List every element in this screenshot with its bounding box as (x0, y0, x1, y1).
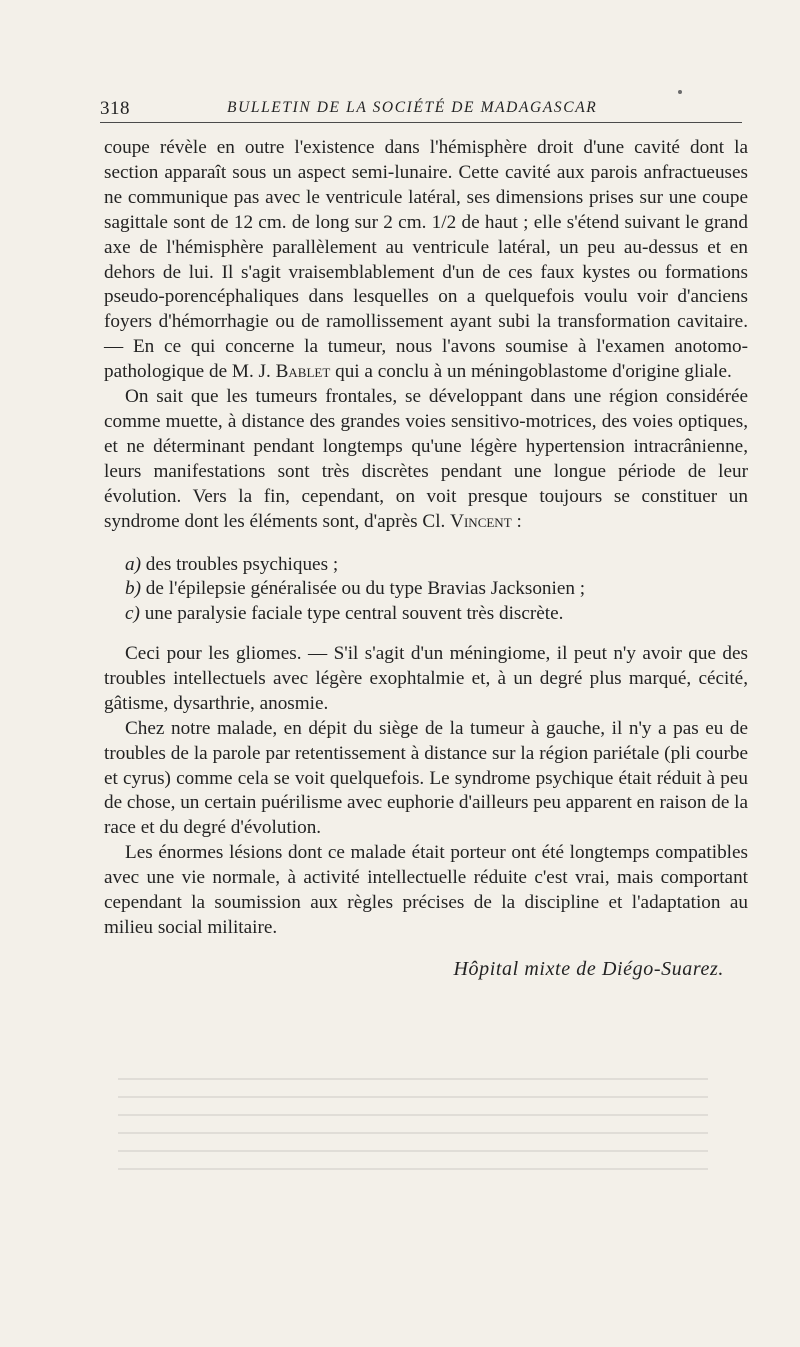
paragraph-1-text: coupe révèle en outre l'existence dans l'hémisphère droit d'une cavité dont la section apparaît sous un aspect semi-lunaire. Cette cavité aux parois anfractueuses ne communique pas avec le ventricule latéral, ses dimensions prises sur une coupe sagittale sont de 12 cm. de long sur 2 cm. 1/2 de haut ; elle s'étend suivant le grand axe de l'hémisphère parallèlement au ventricule latéral, un peu au-dessus et en dehors de lui. Il s'agit vraisemblablement d'un de ces faux kystes ou formations pseudo-porencéphaliques dans lesquelles on a quelquefois voulu voir d'anciens foyers d'hémorrhagie ou de ramollissement ayant subi la transformation cavitaire. — En ce qui concerne la tumeur, nous l'avons soumise à l'examen anotomo-pathologique de M. J. (104, 137, 748, 383)
page-number: 318 (100, 98, 130, 119)
running-title: BULLETIN DE LA SOCIÉTÉ DE MADAGASCAR (227, 99, 598, 116)
paragraph-2-end: : (516, 510, 522, 532)
list-item (125, 553, 748, 578)
author-name-vincent: Vincent (450, 510, 512, 532)
list-item (125, 602, 748, 627)
list-item-text: des troubles psychiques ; (145, 553, 339, 575)
paragraph-2 (104, 385, 748, 534)
list-item-letter: a) (125, 553, 141, 575)
article-body (104, 136, 748, 982)
page-header (100, 96, 742, 123)
paragraph-1 (104, 136, 748, 385)
ink-speck (678, 90, 682, 94)
show-through-bleed (118, 1078, 708, 1228)
list-item-letter: c) (125, 602, 140, 624)
paragraph-1-end: qui a conclu à un méningoblastome d'origine gliale. (335, 361, 732, 383)
paragraph-3: Ceci pour les gliomes. — S'il s'agit d'un méningiome, il peut n'y avoir que des troubles intellectuels avec légère exophtalmie et, à un degré plus marqué, cécité, gâtisme, dysarthrie, anosmie. (104, 643, 748, 714)
paragraph-2-text: On sait que les tumeurs frontales, se développant dans une région considérée comme muette, à distance des grandes voies sensitivo-motrices, des voies optiques, et ne déterminant pendant longtemps qu'une légère hypertension intracrânienne, leurs manifestations sont très discrètes pendant une longue période de leur évolution. Vers la fin, cependant, on voit presque toujours se constituer un syndrome dont les éléments sont, d'après Cl. (104, 386, 748, 532)
list-item-text: une paralysie faciale type central souvent très discrète. (144, 602, 564, 624)
list-item-text: de l'épilepsie généralisée ou du type Bravias Jacksonien ; (145, 578, 586, 599)
paragraph-5: Les énormes lésions dont ce malade était porteur ont été longtemps compatibles avec une vie normale, à activité intellectuelle réduite c'est vrai, mais comportant cependant la soumission aux règles précises de la discipline et l'adaptation au milieu social militaire. (104, 842, 748, 938)
signature-line: Hôpital mixte de Diégo-Suarez. (453, 957, 724, 980)
list-item-letter: b) (125, 578, 141, 599)
list-item (125, 577, 748, 602)
author-name-bablet: Bablet (275, 361, 331, 383)
symptom-list (104, 553, 748, 627)
paragraph-4: Chez notre malade, en dépit du siège de la tumeur à gauche, il n'y a pas eu de troubles de la parole par retentissement à distance sur la région pariétale (pli courbe et cyrus) comme cela se voit quelquefois. Le syndrome psychique était réduit à peu de chose, un certain puérilisme avec euphorie d'ailleurs peu apparent en raison de la race et du degré d'évolution. (104, 717, 748, 839)
